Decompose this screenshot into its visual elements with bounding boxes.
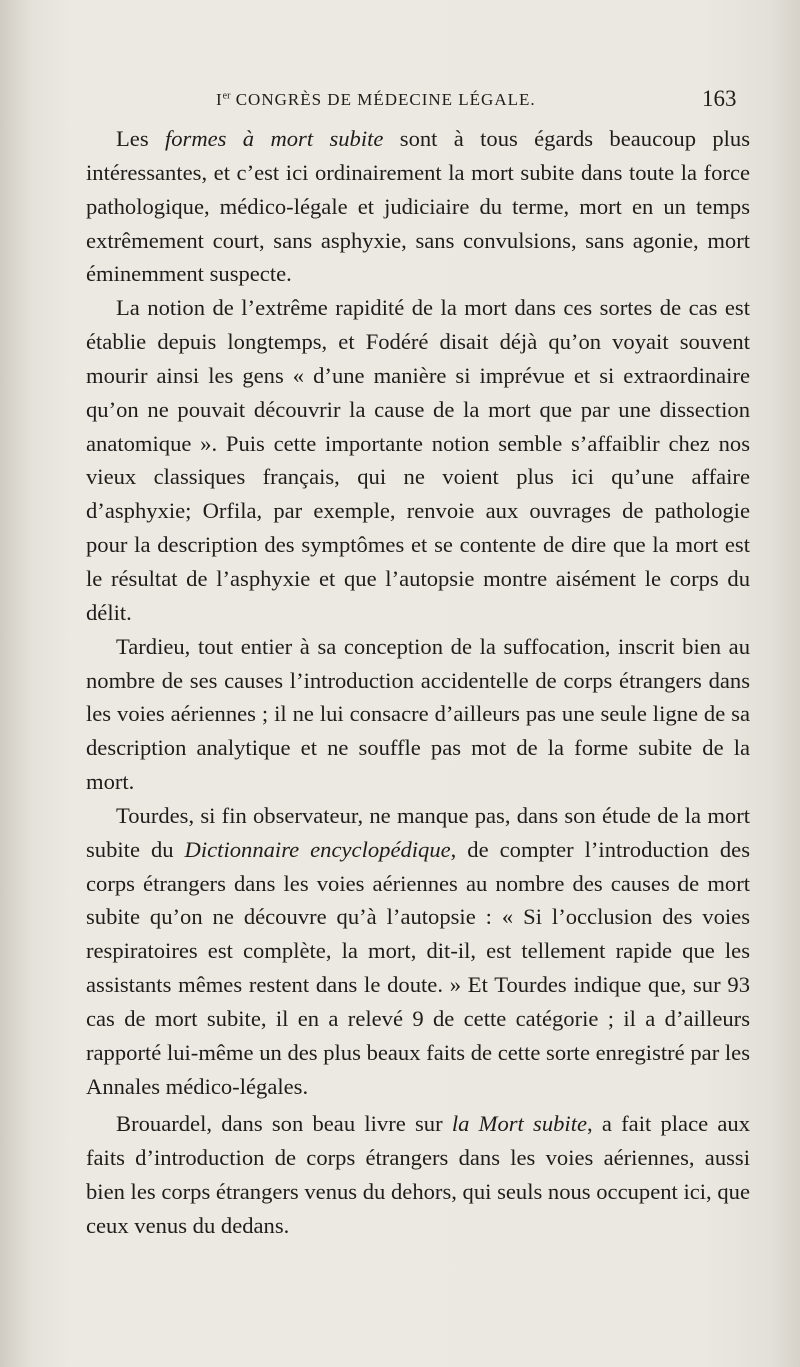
running-header bbox=[0, 86, 800, 116]
paragraph-4-italic: Dictionnaire encyclopédique bbox=[184, 836, 451, 862]
paragraph-5-lead: Brouardel, dans son beau livre sur bbox=[116, 1111, 452, 1137]
page-number: 163 bbox=[702, 86, 737, 111]
paragraph-2-text: La notion de l’extrême rapidité de la mort dans ces sortes de cas est établie depuis longtemps, et Fodéré disait déjà qu’on voyait souvent mourir ainsi les gens « d’une manière si imprévue et si extraordinaire qu’on ne pouvait découvrir la cause de la mort que par une dissection anatomique ». Puis cette importante notion semble s’affaiblir chez nos vieux classiques français, qui ne voient plus ici qu’une affaire d’asphyxie; Orfila, par exemple, renvoie aux ouvrages de pathologie pour la description des symptômes et se contente de dire que la mort est le résultat de l’asphyxie et que l’autopsie montre aisément le corps du délit. bbox=[86, 295, 750, 625]
paragraph-tourdes bbox=[86, 799, 750, 1104]
paragraph-1-text: sont à tous égards beaucoup plus intéressantes, et c’est ici ordinairement la mort subite dans toute la force pathologique, médico-légale et judiciaire du terme, mort en un temps extrêmement court, sans asphyxie, sans convulsions, sans agonie, mort éminemment suspecte. bbox=[86, 126, 750, 287]
paragraph-tardieu bbox=[86, 630, 750, 799]
title-ordinal: I bbox=[216, 90, 223, 109]
paragraph-5-italic: la Mort subite bbox=[451, 1111, 588, 1137]
paragraph-1-italic: formes à mort subite bbox=[164, 126, 384, 151]
body-text bbox=[86, 122, 750, 1243]
paragraph-5-text: , a fait place aux faits d’introduction de corps étrangers dans les voies aériennes, aussi bien les corps étrangers venus du dehors, qui seuls nous occupent ici, que ceux venus du dedans. bbox=[86, 1111, 750, 1238]
title-ordinal-superscript: er bbox=[222, 90, 231, 102]
running-title bbox=[216, 90, 536, 110]
paragraph-brouardel bbox=[86, 1107, 750, 1242]
paragraph-formes-mort-subite bbox=[86, 122, 750, 291]
paragraph-1-lead: Les bbox=[116, 126, 165, 151]
paragraph-4-lead: Tourdes, si fin observateur, ne manque pas, dans son étude de la mort subite du bbox=[86, 802, 750, 862]
paragraph-4-text: , de compter l’introduction des corps étrangers dans les voies aériennes au nombre des causes de mort subite qu’on ne découvre qu’à l’autopsie : « Si l’occlusion des voies respiratoires est complète, la mort, dit-il, est tellement rapide que les assistants mêmes restent dans le doute. » Et Tourdes indique que, sur 93 cas de mort subite, il en a relevé 9 de cette catégorie ; il a d’ailleurs rapporté lui-même un des plus beaux faits de cette sorte enregistré par les Annales médico-légales. bbox=[86, 836, 750, 1099]
paragraph-fodere bbox=[86, 291, 750, 629]
title-text: CONGRÈS DE MÉDECINE LÉGALE. bbox=[230, 90, 536, 109]
paragraph-3-text: Tardieu, tout entier à sa conception de la suffocation, inscrit bien au nombre de ses causes l’introduction accidentelle de corps étrangers dans les voies aériennes ; il ne lui consacre d’ailleurs pas une seule ligne de sa description analytique et ne souffle pas mot de la forme subite de la mort. bbox=[86, 633, 750, 795]
